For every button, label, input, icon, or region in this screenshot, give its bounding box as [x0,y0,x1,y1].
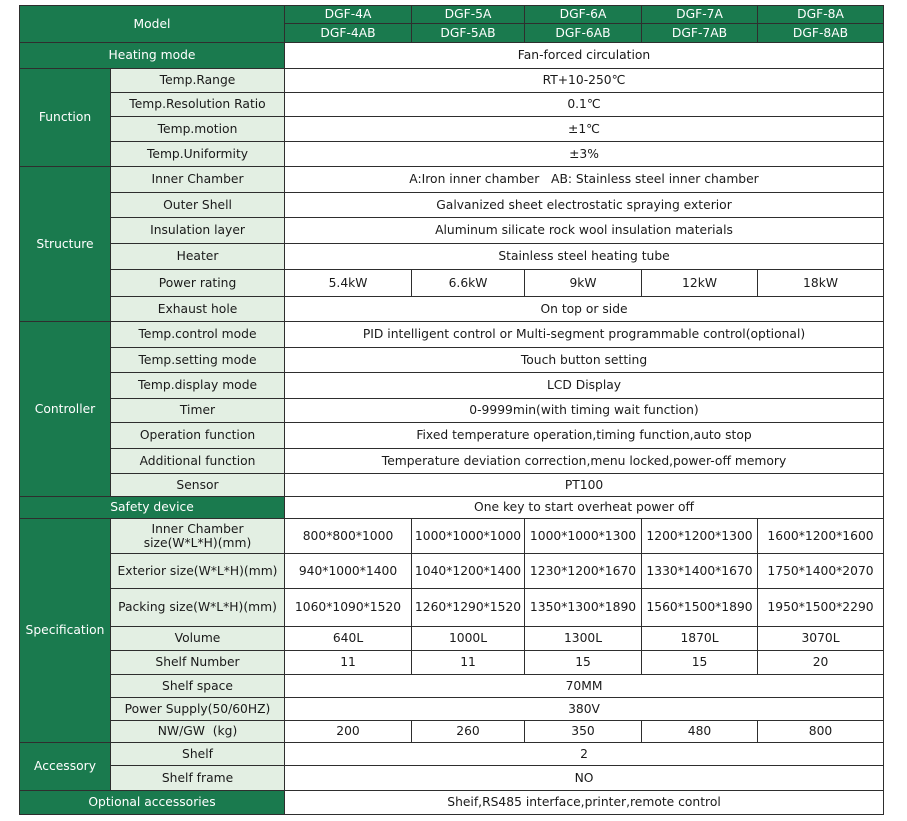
sensor-value: PT100 [285,474,884,497]
outer-shell-label: Outer Shell [111,193,285,218]
controller-row [20,399,884,423]
power-rating-cell: 9kW [525,270,642,297]
nw-gw-label: NW/GW (kg) [111,721,285,743]
function-row [20,69,884,93]
heater-value: Stainless steel heating tube [285,244,884,270]
spec-row [20,651,884,675]
model-ab-cell: DGF-6AB [525,24,642,43]
spec-row [20,519,884,554]
nw-gw-cell: 260 [412,721,525,743]
function-row [20,142,884,167]
power-rating-row [20,270,884,297]
model-ab-cell: DGF-7AB [642,24,758,43]
additional-function-label: Additional function [111,449,285,474]
operation-function-label: Operation function [111,423,285,449]
controller-section-label: Controller [20,322,111,497]
safety-device-value: One key to start overheat power off [285,497,884,519]
packing-size-cell: 1560*1500*1890 [642,589,758,627]
spec-row [20,721,884,743]
volume-cell: 1870L [642,627,758,651]
function-section-label: Function [20,69,111,167]
temp-resolution-label: Temp.Resolution Ratio [111,93,285,117]
volume-label: Volume [111,627,285,651]
inner-size-cell: 1000*1000*1000 [412,519,525,554]
display-mode-label: Temp.display mode [111,373,285,399]
controller-row [20,373,884,399]
packing-size-cell: 1350*1300*1890 [525,589,642,627]
exhaust-hole-label: Exhaust hole [111,297,285,322]
control-mode-value: PID intelligent control or Multi-segment programmable control(optional) [285,322,884,348]
heating-mode-label: Heating mode [20,43,285,69]
model-ab-cell: DGF-5AB [412,24,525,43]
temp-range-label: Temp.Range [111,69,285,93]
spec-row [20,627,884,651]
exterior-size-cell: 940*1000*1400 [285,554,412,589]
safety-device-label: Safety device [20,497,285,519]
packing-size-cell: 1260*1290*1520 [412,589,525,627]
shelf-value: 2 [285,743,884,766]
structure-row [20,193,884,218]
shelf-number-cell: 11 [285,651,412,675]
nw-gw-cell: 200 [285,721,412,743]
shelf-space-label: Shelf space [111,675,285,698]
control-mode-label: Temp.control mode [111,322,285,348]
shelf-number-cell: 20 [758,651,884,675]
exterior-size-cell: 1230*1200*1670 [525,554,642,589]
spec-row [20,698,884,721]
controller-row [20,474,884,497]
nw-gw-cell: 350 [525,721,642,743]
shelf-number-label: Shelf Number [111,651,285,675]
inner-chamber-value: A:Iron inner chamber AB: Stainless steel inner chamber [285,167,884,193]
inner-size-cell: 1600*1200*1600 [758,519,884,554]
shelf-frame-value: NO [285,766,884,791]
inner-size-label: Inner Chamber size(W*L*H)(mm) [111,519,285,554]
safety-device-row [20,497,884,519]
structure-section-label: Structure [20,167,111,322]
packing-size-label: Packing size(W*L*H)(mm) [111,589,285,627]
temp-resolution-value: 0.1℃ [285,93,884,117]
shelf-space-value: 70MM [285,675,884,698]
additional-function-value: Temperature deviation correction,menu locked,power-off memory [285,449,884,474]
timer-label: Timer [111,399,285,423]
structure-row [20,218,884,244]
shelf-frame-label: Shelf frame [111,766,285,791]
exhaust-hole-value: On top or side [285,297,884,322]
model-a-cell: DGF-5A [412,6,525,24]
exterior-size-cell: 1330*1400*1670 [642,554,758,589]
heating-mode-value: Fan-forced circulation [285,43,884,69]
power-supply-label: Power Supply(50/60HZ) [111,698,285,721]
packing-size-cell: 1950*1500*2290 [758,589,884,627]
spec-row [20,554,884,589]
model-label: Model [20,6,285,43]
power-rating-label: Power rating [111,270,285,297]
structure-row [20,244,884,270]
optional-accessories-value: Sheif,RS485 interface,printer,remote control [285,791,884,815]
function-row [20,117,884,142]
packing-size-cell: 1060*1090*1520 [285,589,412,627]
model-a-cell: DGF-6A [525,6,642,24]
controller-row [20,423,884,449]
temp-uniformity-label: Temp.Uniformity [111,142,285,167]
accessory-row [20,766,884,791]
inner-size-cell: 1000*1000*1300 [525,519,642,554]
accessory-section-label: Accessory [20,743,111,791]
spec-table [19,5,884,815]
accessory-row [20,743,884,766]
model-row-a [20,6,884,24]
power-rating-cell: 12kW [642,270,758,297]
power-rating-cell: 6.6kW [412,270,525,297]
inner-chamber-label: Inner Chamber [111,167,285,193]
temp-motion-value: ±1℃ [285,117,884,142]
temp-range-value: RT+10-250℃ [285,69,884,93]
structure-row [20,297,884,322]
inner-size-cell: 800*800*1000 [285,519,412,554]
timer-value: 0-9999min(with timing wait function) [285,399,884,423]
model-ab-cell: DGF-8AB [758,24,884,43]
model-ab-cell: DGF-4AB [285,24,412,43]
function-row [20,93,884,117]
insulation-label: Insulation layer [111,218,285,244]
exterior-size-cell: 1040*1200*1400 [412,554,525,589]
temp-uniformity-value: ±3% [285,142,884,167]
volume-cell: 1300L [525,627,642,651]
power-rating-cell: 5.4kW [285,270,412,297]
optional-accessories-row [20,791,884,815]
heater-label: Heater [111,244,285,270]
model-a-cell: DGF-7A [642,6,758,24]
insulation-value: Aluminum silicate rock wool insulation materials [285,218,884,244]
spec-row [20,675,884,698]
spec-row [20,589,884,627]
power-rating-cell: 18kW [758,270,884,297]
volume-cell: 1000L [412,627,525,651]
nw-gw-cell: 800 [758,721,884,743]
power-supply-value: 380V [285,698,884,721]
setting-mode-value: Touch button setting [285,348,884,373]
exterior-size-cell: 1750*1400*2070 [758,554,884,589]
structure-row [20,167,884,193]
volume-cell: 3070L [758,627,884,651]
controller-row [20,449,884,474]
optional-accessories-label: Optional accessories [20,791,285,815]
inner-size-cell: 1200*1200*1300 [642,519,758,554]
model-a-cell: DGF-8A [758,6,884,24]
controller-row [20,348,884,373]
display-mode-value: LCD Display [285,373,884,399]
shelf-number-cell: 11 [412,651,525,675]
shelf-number-cell: 15 [525,651,642,675]
setting-mode-label: Temp.setting mode [111,348,285,373]
volume-cell: 640L [285,627,412,651]
nw-gw-cell: 480 [642,721,758,743]
heating-mode-row [20,43,884,69]
shelf-label: Shelf [111,743,285,766]
sensor-label: Sensor [111,474,285,497]
operation-function-value: Fixed temperature operation,timing function,auto stop [285,423,884,449]
controller-row [20,322,884,348]
exterior-size-label: Exterior size(W*L*H)(mm) [111,554,285,589]
model-a-cell: DGF-4A [285,6,412,24]
outer-shell-value: Galvanized sheet electrostatic spraying exterior [285,193,884,218]
temp-motion-label: Temp.motion [111,117,285,142]
shelf-number-cell: 15 [642,651,758,675]
specification-section-label: Specification [20,519,111,743]
